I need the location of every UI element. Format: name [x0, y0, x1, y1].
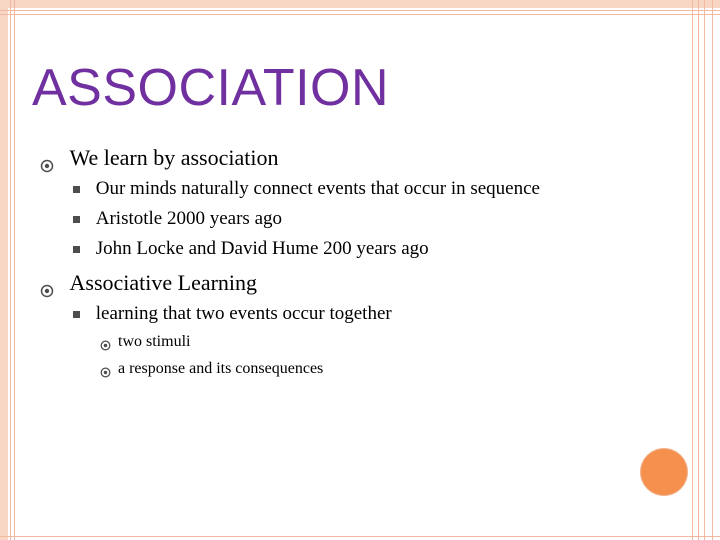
bullet-item-2 — [40, 270, 257, 296]
frame-rule-right-2 — [698, 0, 699, 540]
square-icon — [73, 216, 80, 223]
frame-rule-left-2 — [14, 0, 15, 540]
frame-rule-top-1 — [0, 10, 720, 11]
sun-icon — [100, 364, 111, 375]
sub-bullet-text: learning that two events occur together — [95, 303, 392, 324]
sub-sub-bullet-1 — [100, 332, 190, 352]
sun-icon — [40, 278, 54, 292]
square-icon — [73, 186, 80, 193]
frame-rule-right-3 — [704, 0, 705, 540]
frame-rule-right-1 — [692, 0, 693, 540]
square-icon — [73, 311, 80, 318]
sun-icon — [40, 153, 54, 167]
frame-rule-left-1 — [10, 0, 11, 540]
frame-rule-top-2 — [0, 14, 720, 15]
frame-rule-bottom — [0, 536, 720, 537]
sub-bullet-text: John Locke and David Hume 200 years ago — [95, 238, 429, 259]
sub-sub-bullet-text: two stimuli — [118, 333, 191, 350]
sub-bullet-2 — [73, 208, 282, 230]
bullet-text: We learn by association — [69, 145, 279, 170]
square-icon — [73, 246, 80, 253]
frame-top-border — [0, 0, 720, 8]
sub-bullet-4 — [73, 303, 392, 325]
frame-left-border — [0, 0, 8, 540]
bullet-text: Associative Learning — [69, 270, 258, 295]
sub-bullet-3 — [73, 238, 429, 260]
sub-sub-bullet-2 — [100, 359, 323, 379]
bullet-item-1 — [40, 145, 279, 171]
sub-bullet-text: Our minds naturally connect events that occur in sequence — [95, 178, 540, 199]
slide-title: ASSOCIATION — [32, 59, 390, 117]
sub-bullet-1 — [73, 178, 540, 200]
sub-bullet-text: Aristotle 2000 years ago — [95, 208, 283, 229]
sun-icon — [100, 337, 111, 348]
decorative-circle — [641, 449, 687, 495]
frame-rule-right-4 — [712, 0, 713, 540]
sub-sub-bullet-text: a response and its consequences — [118, 360, 324, 377]
